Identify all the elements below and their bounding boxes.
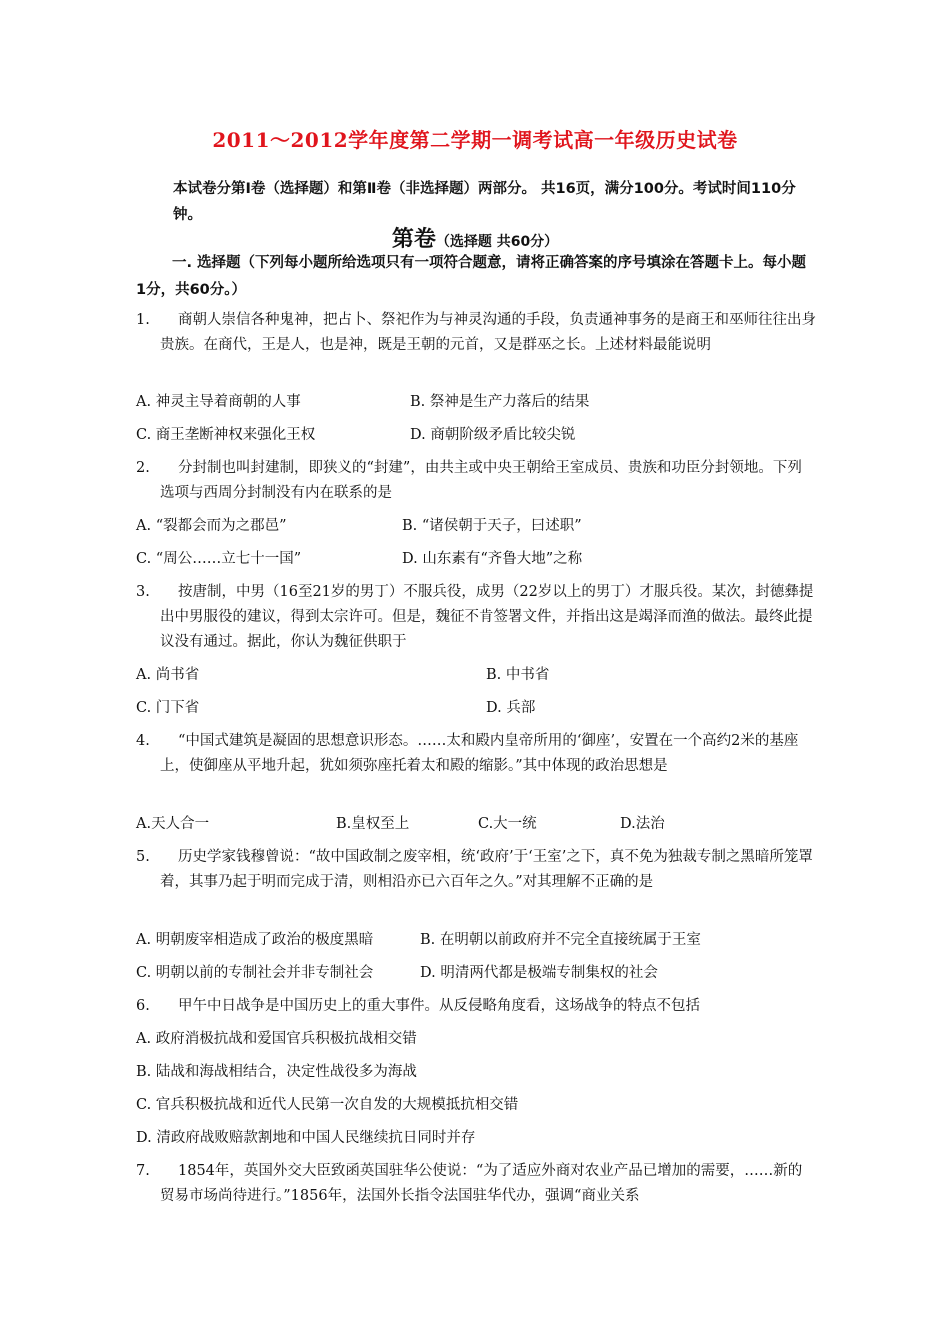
option: D. 明清两代都是极端专制集权的社会	[420, 965, 658, 981]
question-number: 1.	[136, 312, 150, 328]
question-1	[136, 308, 816, 358]
part-heading	[0, 222, 950, 253]
option: B. 中书省	[486, 667, 550, 683]
option: C. 门下省	[136, 700, 200, 716]
question-3-options	[136, 663, 816, 689]
option: D. 兵部	[486, 700, 536, 716]
option: D. 清政府战败赔款割地和中国人民继续抗日同时并存	[136, 1130, 476, 1146]
question-text: 商朝人崇信各种鬼神，把占卜、祭祀作为与神灵沟通的手段，负责通神事务的是商王和巫师往往出身贵族。在商代，王是人，也是神，既是王朝的元首，又是群巫之长。上述材料最能说明	[160, 312, 816, 353]
question-1-options-2	[136, 423, 816, 449]
option: C. 官兵积极抗战和近代人民第一次自发的大规模抵抗相交错	[136, 1097, 519, 1113]
question-text: 甲午中日战争是中国历史上的重大事件。从反侵略角度看，这场战争的特点不包括	[178, 998, 700, 1014]
exam-intro: 本试卷分第Ⅰ卷（选择题）和第Ⅱ卷（非选择题）两部分。 共16页，满分100分。考试时间110分钟。	[173, 181, 796, 223]
question-2-options	[136, 514, 816, 540]
question-1-options	[136, 390, 816, 416]
question-5	[136, 845, 816, 895]
question-number: 4.	[136, 733, 150, 749]
question-4	[136, 729, 816, 779]
option: C. 明朝以前的专制社会并非专制社会	[136, 965, 374, 981]
option: C. 商王垄断神权来强化王权	[136, 427, 316, 443]
option: B. “诸侯朝于天子，曰述职”	[402, 518, 582, 534]
option: A. “裂都会而为之郡邑”	[136, 518, 287, 534]
question-3-options-2	[136, 696, 816, 722]
question-text: 分封制也叫封建制，即狭义的“封建”，由共主或中央王朝给王室成员、贵族和功臣分封领地。下列选项与西周分封制没有内在联系的是	[160, 460, 802, 501]
question-3	[136, 580, 816, 655]
part-heading-sub: （选择题 共60分）	[435, 234, 559, 250]
question-text: 历史学家钱穆曾说：“故中国政制之废宰相，统‘政府’于‘王室’之下，真不免为独裁专制之黑暗所笼罩着，其事乃起于明而完成于清，则相沿亦已六百年之久。”对其理解不正确的是	[160, 849, 813, 890]
option: B. 在明朝以前政府并不完全直接统属于王室	[420, 932, 701, 948]
question-number: 5.	[136, 849, 150, 865]
question-5-options	[136, 928, 816, 954]
question-4-options	[136, 812, 816, 838]
option: A. 尚书省	[136, 667, 200, 683]
exam-title: 2011～2012学年度第二学期一调考试高一年级历史试卷	[212, 128, 738, 152]
option: D. 山东素有“齐鲁大地”之称	[402, 551, 583, 567]
question-number: 2.	[136, 460, 150, 476]
question-number: 6.	[136, 998, 150, 1014]
question-7	[136, 1159, 816, 1209]
question-text: 按唐制，中男（16至21岁的男丁）不服兵役，成男（22岁以上的男丁）才服兵役。某次，封德彝提出中男服役的建议，得到太宗许可。但是，魏征不肯签署文件，并指出这是竭泽而渔的做法。最终此提议没有通过。据此，你认为魏征供职于	[160, 584, 814, 650]
option: A. 明朝废宰相造成了政治的极度黑暗	[136, 932, 374, 948]
question-5-options-2	[136, 961, 816, 987]
part-heading-main: 第卷	[391, 227, 436, 252]
option: D. 商朝阶级矛盾比较尖锐	[410, 427, 576, 443]
option: C.大一统	[478, 816, 537, 832]
option: B. 陆战和海战相结合，决定性战役多为海战	[136, 1064, 417, 1080]
option: A. 神灵主导着商朝的人事	[136, 394, 301, 410]
option: C. “周公……立七十一国”	[136, 551, 302, 567]
option: B.皇权至上	[336, 816, 410, 832]
option: B. 祭神是生产力落后的结果	[410, 394, 590, 410]
option: A. 政府消极抗战和爱国官兵积极抗战相交错	[136, 1031, 417, 1047]
question-number: 7.	[136, 1163, 150, 1179]
section-instructions: 一. 选择题（下列每小题所给选项只有一项符合题意，请将正确答案的序号填涂在答题卡上。每小题1分，共60分。）	[136, 255, 807, 298]
option: D.法治	[620, 816, 665, 832]
option: A.天人合一	[136, 816, 210, 832]
question-text: “中国式建筑是凝固的思想意识形态。……太和殿内皇帝所用的‘御座’，安置在一个高约2米的基座上，使御座从平地升起，犹如须弥座托着太和殿的缩影。”其中体现的政治思想是	[160, 733, 799, 774]
question-6	[136, 994, 816, 1019]
question-number: 3.	[136, 584, 150, 600]
question-2-options-2	[136, 547, 816, 573]
question-text: 1854年，英国外交大臣致函英国驻华公使说：“为了适应外商对农业产品已增加的需要，……新的贸易市场尚待进行。”1856年，法国外长指令法国驻华代办，强调“商业关系	[160, 1163, 803, 1204]
question-2	[136, 456, 816, 506]
